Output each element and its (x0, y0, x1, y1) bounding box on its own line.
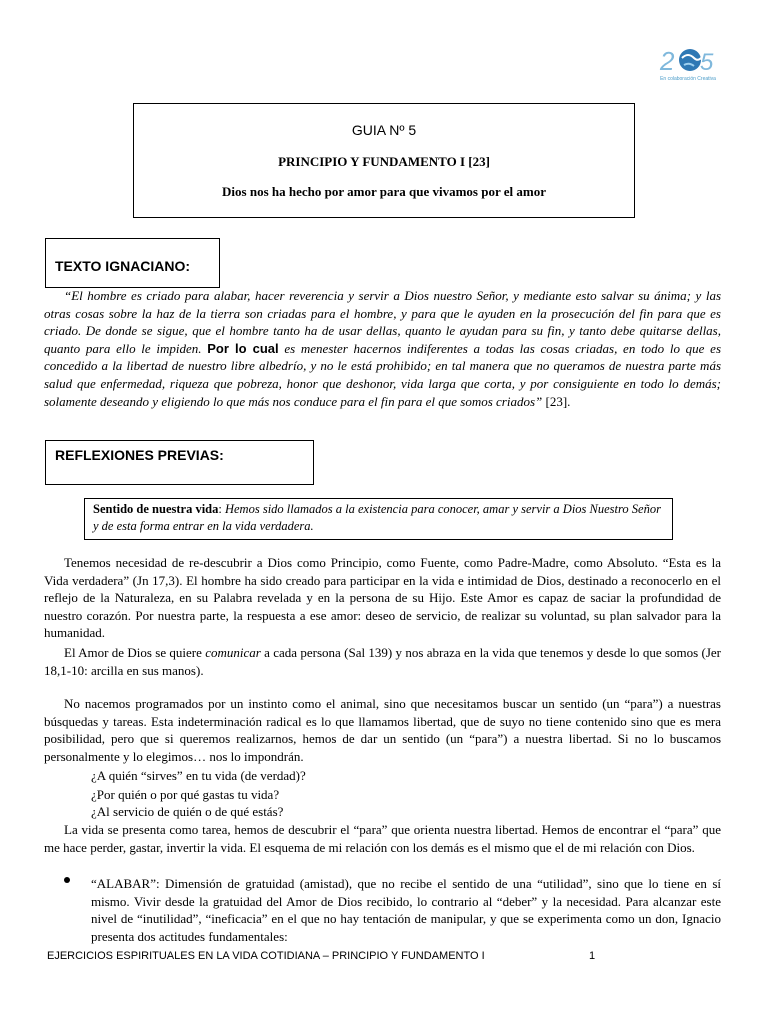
logo-caption: En colaboración Creativa (660, 76, 716, 82)
paragraph-1-text: Tenemos necesidad de re-descubrir a Dios como Principio, como Fuente, como Padre-Madre, como Absoluto. “Esta es la Vida verdadera” (Jn 17,3). El hombre ha sido creado para participar en la vida e intimidad de Dios, destinado a reconocerlo en el reflejo de la Naturaleza, en su Palabra revelada y en la persona de su Hijo. Este Amor es capaz de saciar la profundidad de nuestro corazón. Por nuestra parte, la respuesta a ese amor: deseo de servicio, de realizar su voluntad, su plan salvador para la humanidad. (44, 555, 721, 641)
globe-logo-icon (656, 40, 720, 94)
quote-part1: “El hombre es criado para alabar, hacer reverencia y servir a Dios nuestro Señor, y mediante esto salvar su ánima; y las otras cosas sobre la haz de la tierra son criadas para el hombre, y para que le ayuden en la prosecución del fin para que es criado. De donde se sigue, que el hombre tanto ha de usar dellas, quanto le ayudan para su fin, y tanto debe quitarse dellas, quanto para ello le impiden. (44, 288, 721, 356)
paragraph-4-text: La vida se presenta como tarea, hemos de descubrir el “para” que orienta nuestra libertad. Hemos de encontrar el “para” que me hace perder, gastar, invertir la vida. El esquema de mi relación con los demás es el mismo que el de mi relación con Dios. (44, 822, 721, 855)
svg-text:5: 5 (700, 49, 714, 76)
bullet-alabar: “ALABAR”: Dimensión de gratuidad (amistad), que no recibe el sentido de una “utilidad”, sino que lo tiene en sí mismo. Vivir desde la gratuidad del Amor de Dios recibido, lo contrario al “deber” y la necesidad. Para alcanzar este nivel de “inutilidad”, “ineficacia” en el que no hay tentación de manipular, y que se experimenta como un don, Ignacio presenta dos actitudes fundamentales: (91, 876, 721, 944)
texto-ignaciano-heading: TEXTO IGNACIANO: (45, 238, 220, 288)
sentido-text: Hemos sido llamados a la existencia para conocer, amar y servir a Dios Nuestro Señor y de esta forma entrar en la vida verdadera. (93, 502, 661, 533)
paragraph-4 (44, 821, 721, 856)
svg-text:2: 2 (660, 46, 675, 76)
question-2: ¿Por quién o por qué gastas tu vida? (91, 787, 280, 802)
guide-number: GUIA Nº 5 (351, 122, 417, 138)
question-3: ¿Al servicio de quién o de qué estás? (91, 804, 284, 819)
quote-part2: es menester hacernos indiferentes a todas las cosas criadas, en todo lo que es concedido a la libertad de nuestro libre albedrío, y no le está prohibido; en tal manera que no queramos de nuestra parte más salud que enfermedad, riqueza que pobreza, honor que deshonor, vida larga que corta, y por consiguiente en todo lo demás; solamente deseando y eligiendo lo que más nos conduce para el fin para el que somos criados” (44, 340, 721, 409)
paragraph-2-italic: comunicar (205, 645, 261, 660)
reflexiones-heading: REFLEXIONES PREVIAS: (45, 440, 314, 485)
paragraph-1 (44, 554, 721, 642)
paragraph-2 (44, 644, 721, 679)
paragraph-3-text: No nacemos programados por un instinto como el animal, sino que necesitamos buscar un sentido (un “para”) a nuestras búsquedas y tareas. Esta indeterminación radical es lo que llamamos libertad, que de suyo no tiene contenido sino que es mera posibilidad, pero que si queremos realizarnos, hemos de dar un sentido (un “para”) a nuestra libertad. Si no lo buscamos personalmente y lo elegimos… nos lo impondrán. (44, 696, 721, 764)
paragraph-3 (44, 695, 721, 765)
guide-title: PRINCIPIO Y FUNDAMENTO I [23] (278, 154, 490, 169)
guide-subtitle: Dios nos ha hecho por amor para que vivamos por el amor (222, 184, 546, 199)
quote-bold: Por lo cual (207, 340, 279, 356)
paragraph-2-start: El Amor de Dios se quiere (64, 645, 202, 660)
question-1: ¿A quién “sirves” en tu vida (de verdad)? (91, 768, 306, 783)
footer-text: EJERCICIOS ESPIRITUALES EN LA VIDA COTIDIANA – PRINCIPIO Y FUNDAMENTO I (47, 950, 485, 962)
sentido-box: Sentido de nuestra vida: Hemos sido llamados a la existencia para conocer, amar y servir a Dios Nuestro Señor y de esta forma entrar en la vida verdadera. (84, 498, 673, 540)
ignatian-quote (44, 287, 721, 410)
quote-reference: [23]. (545, 393, 571, 409)
sentido-label: Sentido de nuestra vida (93, 502, 219, 516)
title-box (133, 103, 635, 218)
page-number: 1 (589, 950, 596, 962)
paragraph-2-end: a cada persona (Sal 139) y nos abraza en la vida que tenemos y desde lo que somos (Jer 18,1-10: arcilla en sus manos). (44, 645, 722, 678)
bullet-icon (64, 877, 70, 883)
